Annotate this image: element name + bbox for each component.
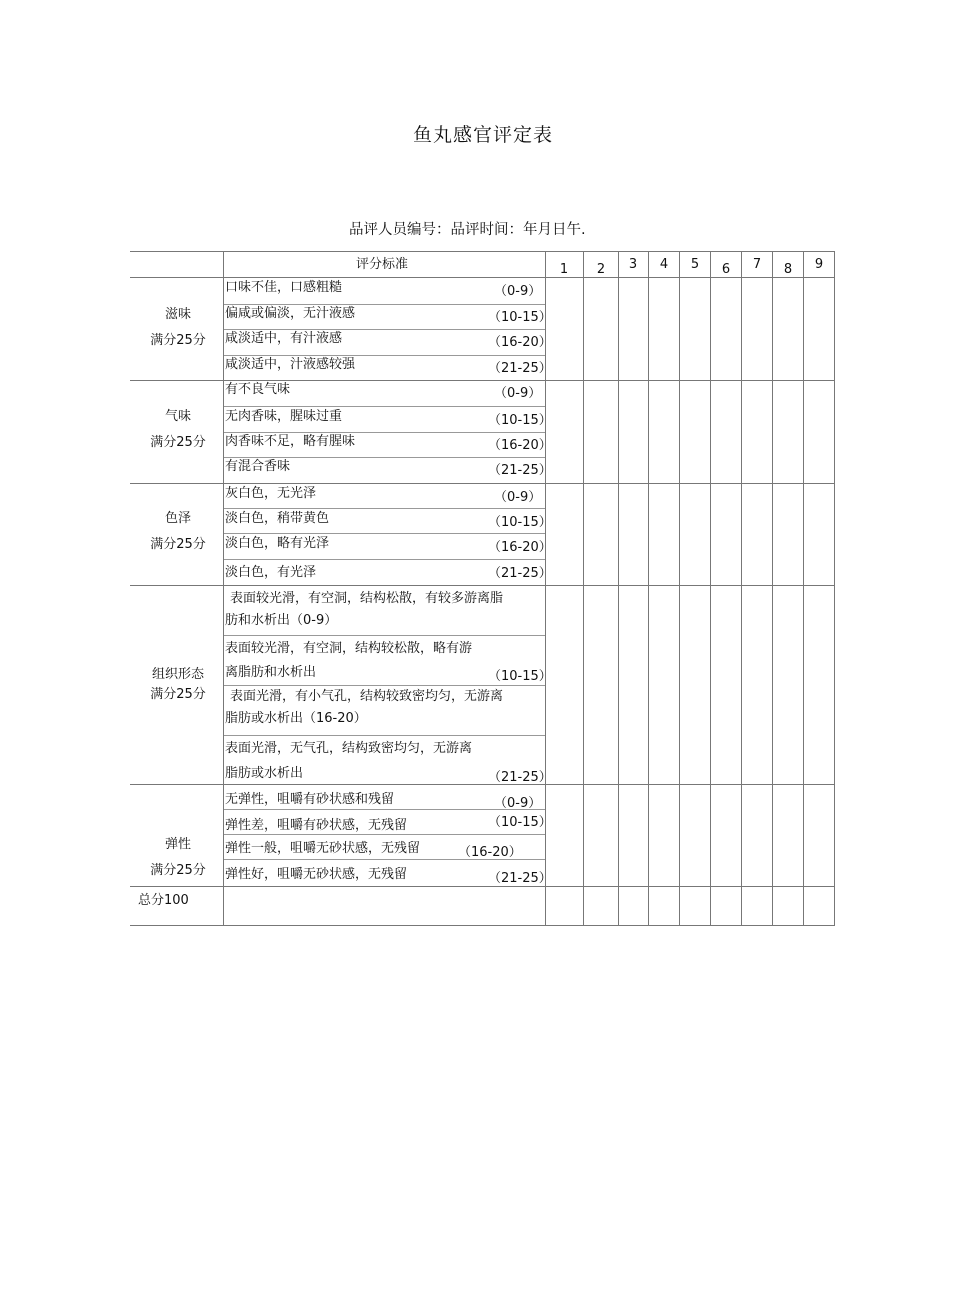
column-divider: [710, 251, 711, 926]
criterion-score: （21-25）: [488, 361, 552, 376]
category-name: 弹性: [164, 837, 191, 852]
criterion-score: （10-15）: [488, 515, 552, 530]
criterion-text: 咸淡适中，有汁液感: [225, 331, 343, 346]
column-divider: [618, 251, 619, 926]
evaluator-info-line: 品评人员编号：品评时间：年月日午.: [349, 222, 586, 238]
criterion-score: （21-25）: [488, 770, 552, 785]
criteria-divider: [224, 457, 546, 458]
column-divider: [648, 251, 649, 926]
criteria-divider: [224, 406, 546, 407]
row-divider: [130, 380, 834, 381]
column-divider: [583, 251, 584, 926]
header-bottom-border: [130, 277, 834, 278]
page-title: 鱼丸感官评定表: [412, 124, 553, 146]
criterion-text: 表面光滑，有小气孔，结构较致密均匀，无游离: [230, 689, 504, 704]
category-full-score: 满分25分: [150, 537, 206, 552]
row-divider: [130, 784, 834, 785]
category-full-score: 满分25分: [150, 863, 206, 878]
criterion-text: 无肉香味，腥味过重: [225, 409, 343, 424]
criterion-score: （0-9）: [494, 284, 542, 299]
judge-1-header: 1: [559, 262, 569, 277]
criterion-score: （16-20）: [488, 335, 552, 350]
criterion-text: 弹性差，咀嚼有砂状感，无残留: [225, 818, 408, 833]
criteria-divider: [224, 355, 546, 356]
criterion-text: 淡白色，有光泽: [225, 565, 317, 580]
criterion-text: 肉香味不足，略有腥味: [225, 434, 356, 449]
category-name: 气味: [164, 409, 191, 424]
criteria-divider: [224, 508, 546, 509]
criterion-score: （10-15）: [488, 815, 552, 830]
criterion-text: 有不良气味: [225, 382, 291, 397]
category-elasticity: [132, 832, 224, 884]
criterion-score: （21-25）: [488, 566, 552, 581]
criterion-text: 表面较光滑，有空洞，结构松散，有较多游离脂: [230, 591, 504, 606]
criterion-score: （10-15）: [488, 310, 552, 325]
criteria-divider: [224, 834, 546, 835]
criteria-divider: [224, 735, 546, 736]
criterion-text: 表面光滑，无气孔，结构致密均匀，无游离: [225, 741, 473, 756]
column-divider: [741, 251, 742, 926]
judge-5-header: 5: [690, 257, 700, 272]
table-bottom-border: [130, 925, 834, 926]
category-name: 组织形态: [151, 667, 204, 682]
row-divider: [130, 483, 834, 484]
category-smell: [132, 404, 224, 456]
criterion-text: 咸淡适中，汁液感较强: [225, 357, 356, 372]
judge-2-header: 2: [596, 262, 606, 277]
row-divider: [130, 886, 834, 887]
criterion-text: 弹性好，咀嚼无砂状感，无残留: [225, 867, 408, 882]
criterion-score: （21-25）: [488, 463, 552, 478]
criterion-text: 脂肪或水析出（16-20）: [225, 711, 367, 726]
criterion-score: （16-20）: [488, 438, 552, 453]
criterion-text: 偏咸或偏淡，无汁液感: [225, 306, 356, 321]
criterion-text: 离脂肪和水析出: [225, 665, 317, 680]
criterion-score: （16-20）: [488, 540, 552, 555]
judge-4-header: 4: [659, 257, 669, 272]
criterion-text: 弹性一般，咀嚼无砂状感，无残留: [225, 841, 421, 856]
criteria-divider: [224, 635, 546, 636]
criterion-score: （10-15）: [488, 669, 552, 684]
criterion-text: 无弹性，咀嚼有砂状感和残留: [225, 792, 395, 807]
criterion-score: （16-20）: [458, 845, 522, 860]
judge-7-header: 7: [752, 257, 762, 272]
judge-8-header: 8: [783, 262, 793, 277]
criteria-divider: [224, 432, 546, 433]
judge-6-header: 6: [721, 262, 731, 277]
criterion-text: 灰白色，无光泽: [225, 486, 317, 501]
category-full-score: 满分25分: [150, 435, 206, 450]
criterion-score: （0-9）: [494, 490, 542, 505]
category-name: 色泽: [164, 511, 191, 526]
criteria-divider: [224, 559, 546, 560]
column-divider: [834, 251, 835, 926]
judge-9-header: 9: [814, 257, 824, 272]
criterion-score: （21-25）: [488, 871, 552, 886]
column-divider: [679, 251, 680, 926]
criteria-divider: [224, 304, 546, 305]
criterion-text: 有混合香味: [225, 459, 291, 474]
column-divider: [772, 251, 773, 926]
category-full-score: 满分25分: [150, 687, 206, 702]
row-divider: [130, 585, 834, 586]
criteria-divider: [224, 533, 546, 534]
criterion-text: 淡白色，略有光泽: [225, 536, 330, 551]
criterion-score: （0-9）: [494, 386, 542, 401]
criterion-score: （10-15）: [488, 413, 552, 428]
category-color: [132, 506, 224, 558]
judge-3-header: 3: [628, 257, 638, 272]
table-top-border: [130, 251, 834, 252]
criterion-score: （0-9）: [494, 796, 542, 811]
criterion-text: 口味不佳，口感粗糙: [225, 280, 343, 295]
criterion-text: 脂肪或水析出: [225, 766, 304, 781]
criteria-divider: [224, 685, 546, 686]
criterion-text: 淡白色，稍带黄色: [225, 511, 330, 526]
category-texture: [132, 662, 224, 708]
total-score-label: 总分100: [138, 893, 189, 908]
criteria-divider: [224, 329, 546, 330]
category-taste: [132, 302, 224, 354]
column-divider: [803, 251, 804, 926]
criteria-column-header: 评分标准: [356, 257, 409, 272]
category-full-score: 满分25分: [150, 333, 206, 348]
criterion-text: 肪和水析出（0-9）: [225, 613, 338, 628]
criterion-text: 表面较光滑，有空洞，结构较松散，略有游: [225, 641, 473, 656]
category-name: 滋味: [164, 307, 191, 322]
